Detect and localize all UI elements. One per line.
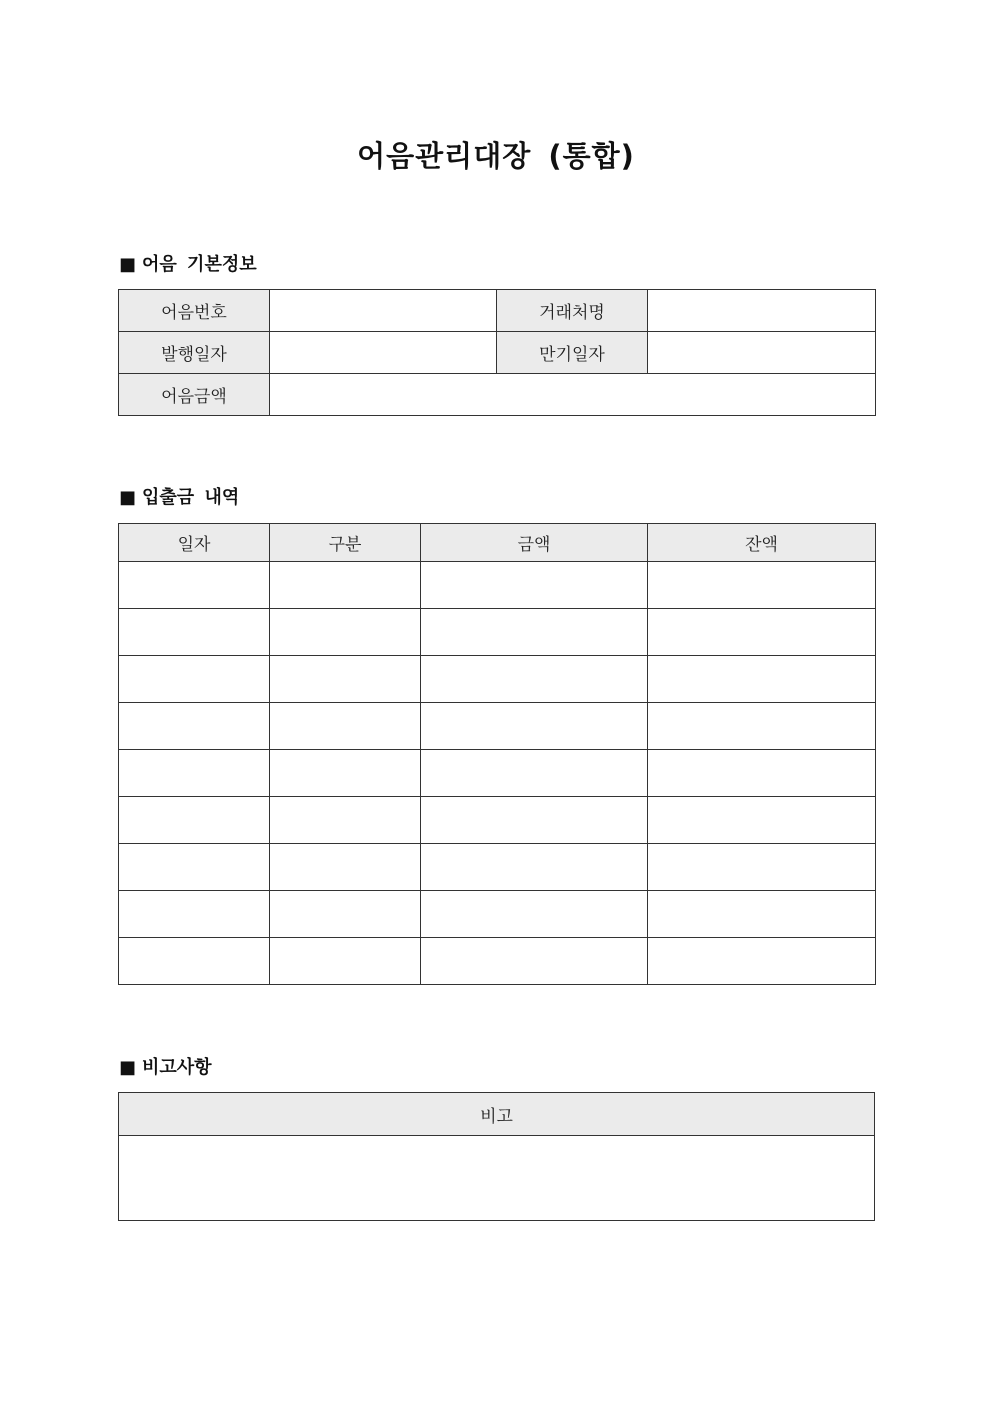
column-header-balance: 잔액 [648,524,876,562]
column-header-amount: 금액 [421,524,648,562]
table-row [119,656,876,703]
table-header-row [119,524,876,562]
table-header-row [119,1093,875,1136]
note-number-label: 어음번호 [119,290,270,332]
balance-cell[interactable] [648,750,876,797]
note-number-field[interactable] [270,290,497,332]
section-heading-transactions [119,485,239,511]
table-row [119,844,876,891]
amount-cell[interactable] [421,656,648,703]
type-cell[interactable] [270,891,421,938]
table-row [119,703,876,750]
date-cell[interactable] [119,844,270,891]
square-bullet-icon: ■ [119,254,137,275]
counterparty-field[interactable] [648,290,876,332]
type-cell[interactable] [270,656,421,703]
type-cell[interactable] [270,844,421,891]
section-heading-basic-info [119,252,257,278]
balance-cell[interactable] [648,609,876,656]
type-cell[interactable] [270,938,421,985]
amount-cell[interactable] [421,609,648,656]
date-cell[interactable] [119,891,270,938]
table-row [119,750,876,797]
amount-cell[interactable] [421,750,648,797]
table-row [119,374,876,416]
square-bullet-icon: ■ [119,487,137,508]
due-date-label: 만기일자 [497,332,648,374]
type-cell[interactable] [270,703,421,750]
amount-cell[interactable] [421,703,648,750]
date-cell[interactable] [119,750,270,797]
transactions-table [118,523,876,985]
date-cell[interactable] [119,562,270,609]
note-amount-field[interactable] [270,374,876,416]
date-cell[interactable] [119,656,270,703]
amount-cell[interactable] [421,844,648,891]
basic-info-table [118,289,876,416]
date-cell[interactable] [119,703,270,750]
date-cell[interactable] [119,609,270,656]
amount-cell[interactable] [421,797,648,844]
counterparty-label: 거래처명 [497,290,648,332]
page-title: 어음관리대장 (통합) [357,139,635,173]
table-row [119,562,876,609]
table-row [119,891,876,938]
table-row [119,938,876,985]
balance-cell[interactable] [648,797,876,844]
issue-date-label: 발행일자 [119,332,270,374]
column-header-type: 구분 [270,524,421,562]
balance-cell[interactable] [648,562,876,609]
table-row [119,1136,875,1221]
square-bullet-icon: ■ [119,1057,137,1078]
column-header-remarks: 비고 [119,1093,875,1136]
section-heading-remarks [119,1055,212,1081]
table-row [119,797,876,844]
table-row [119,290,876,332]
balance-cell[interactable] [648,703,876,750]
note-amount-label: 어음금액 [119,374,270,416]
section-heading-label: 비고사항 [142,1057,212,1078]
balance-cell[interactable] [648,938,876,985]
section-heading-label: 어음 기본정보 [142,254,257,275]
balance-cell[interactable] [648,656,876,703]
amount-cell[interactable] [421,562,648,609]
table-row [119,332,876,374]
column-header-date: 일자 [119,524,270,562]
due-date-field[interactable] [648,332,876,374]
amount-cell[interactable] [421,938,648,985]
amount-cell[interactable] [421,891,648,938]
date-cell[interactable] [119,938,270,985]
table-row [119,609,876,656]
issue-date-field[interactable] [270,332,497,374]
remarks-field[interactable] [119,1136,875,1221]
balance-cell[interactable] [648,891,876,938]
type-cell[interactable] [270,562,421,609]
type-cell[interactable] [270,750,421,797]
date-cell[interactable] [119,797,270,844]
type-cell[interactable] [270,609,421,656]
section-heading-label: 입출금 내역 [142,487,240,508]
type-cell[interactable] [270,797,421,844]
transactions-body [119,562,876,985]
balance-cell[interactable] [648,844,876,891]
remarks-table [118,1092,875,1221]
